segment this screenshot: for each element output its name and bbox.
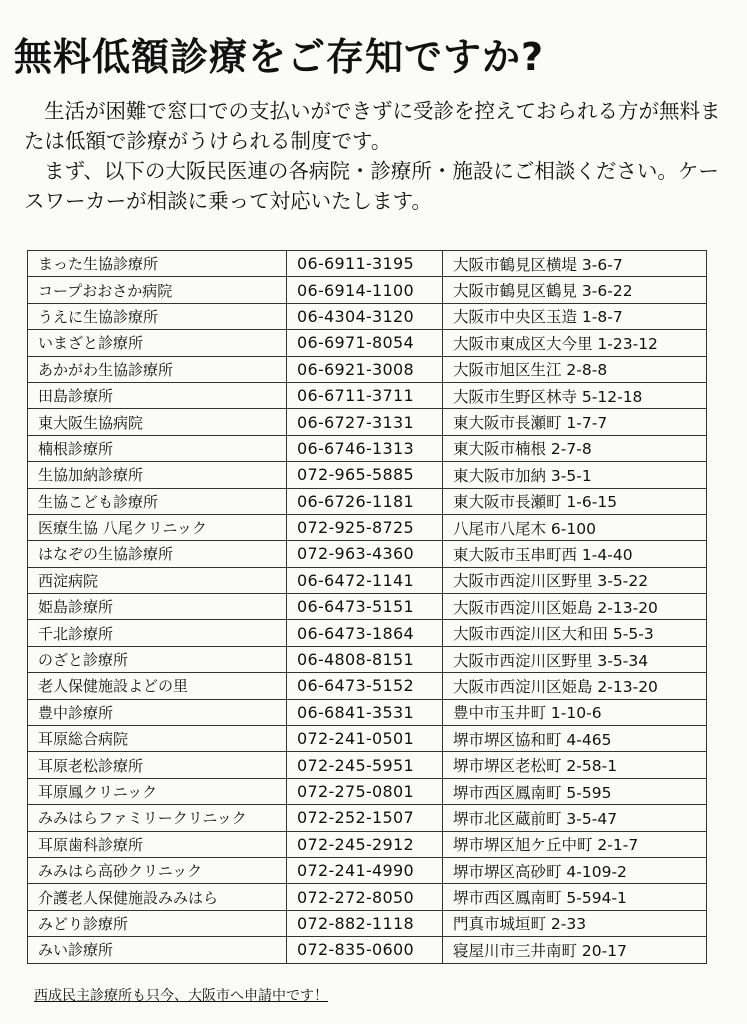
clinic-address-cell: 東大阪市加納 3-5-1 xyxy=(443,462,707,488)
clinic-name-cell: 姫島診療所 xyxy=(28,594,287,620)
clinic-name-cell: まった生協診療所 xyxy=(28,251,287,277)
clinic-address-cell: 堺市堺区老松町 2-58-1 xyxy=(443,752,707,778)
clinic-phone-cell: 06-6921-3008 xyxy=(287,356,443,382)
clinic-address-cell: 大阪市鶴見区横堤 3-6-7 xyxy=(443,251,707,277)
clinic-address-cell: 東大阪市長瀬町 1-7-7 xyxy=(443,409,707,435)
clinic-name-cell: 耳原歯科診療所 xyxy=(28,831,287,857)
clinic-address-cell: 大阪市旭区生江 2-8-8 xyxy=(443,356,707,382)
table-row xyxy=(28,726,707,752)
clinic-address-cell: 大阪市西淀川区野里 3-5-34 xyxy=(443,646,707,672)
table-row xyxy=(28,673,707,699)
clinic-name-cell: 介護老人保健施設みみはら xyxy=(28,884,287,910)
clinic-address-cell: 堺市堺区協和町 4-465 xyxy=(443,726,707,752)
clinic-phone-cell: 06-6726-1181 xyxy=(287,488,443,514)
clinic-address-cell: 東大阪市玉串町西 1-4-40 xyxy=(443,541,707,567)
table-row xyxy=(28,831,707,857)
table-row xyxy=(28,488,707,514)
table-row xyxy=(28,620,707,646)
clinic-address-cell: 門真市城垣町 2-33 xyxy=(443,910,707,936)
clinic-phone-cell: 072-252-1507 xyxy=(287,805,443,831)
clinic-phone-cell: 06-6473-5151 xyxy=(287,594,443,620)
clinic-name-cell: 耳原総合病院 xyxy=(28,726,287,752)
clinic-name-cell: みみはらファミリークリニック xyxy=(28,805,287,831)
table-row xyxy=(28,514,707,540)
table-row xyxy=(28,303,707,329)
clinic-table xyxy=(27,250,707,964)
clinic-address-cell: 大阪市生野区林寺 5-12-18 xyxy=(443,382,707,408)
table-row xyxy=(28,382,707,408)
table-row xyxy=(28,778,707,804)
clinic-phone-cell: 06-6914-1100 xyxy=(287,277,443,303)
table-row xyxy=(28,409,707,435)
clinic-phone-cell: 06-6473-1864 xyxy=(287,620,443,646)
clinic-address-cell: 堺市北区蔵前町 3-5-47 xyxy=(443,805,707,831)
table-row xyxy=(28,567,707,593)
clinic-name-cell: 耳原老松診療所 xyxy=(28,752,287,778)
clinic-address-cell: 大阪市鶴見区鶴見 3-6-22 xyxy=(443,277,707,303)
clinic-phone-cell: 072-835-0600 xyxy=(287,937,443,963)
clinic-name-cell: 生協加納診療所 xyxy=(28,462,287,488)
clinic-phone-cell: 06-6473-5152 xyxy=(287,673,443,699)
clinic-name-cell: 西淀病院 xyxy=(28,567,287,593)
table-row xyxy=(28,277,707,303)
clinic-name-cell: 耳原鳳クリニック xyxy=(28,778,287,804)
clinic-address-cell: 大阪市中央区玉造 1-8-7 xyxy=(443,303,707,329)
clinic-address-cell: 豊中市玉井町 1-10-6 xyxy=(443,699,707,725)
clinic-address-cell: 大阪市西淀川区姫島 2-13-20 xyxy=(443,594,707,620)
intro-paragraph-2: まず、以下の大阪民医連の各病院・診療所・施設にご相談ください。ケースワーカーが相談に乗って対応いたします。 xyxy=(24,159,719,213)
clinic-address-cell: 大阪市西淀川区大和田 5-5-3 xyxy=(443,620,707,646)
clinic-address-cell: 東大阪市長瀬町 1-6-15 xyxy=(443,488,707,514)
table-row xyxy=(28,884,707,910)
clinic-address-cell: 堺市堺区旭ケ丘中町 2-1-7 xyxy=(443,831,707,857)
clinic-phone-cell: 06-4304-3120 xyxy=(287,303,443,329)
clinic-name-cell: はなぞの生協診療所 xyxy=(28,541,287,567)
clinic-phone-cell: 06-6841-3531 xyxy=(287,699,443,725)
clinic-phone-cell: 06-6971-8054 xyxy=(287,330,443,356)
table-row xyxy=(28,594,707,620)
clinic-address-cell: 大阪市西淀川区野里 3-5-22 xyxy=(443,567,707,593)
table-row xyxy=(28,330,707,356)
clinic-phone-cell: 06-6472-1141 xyxy=(287,567,443,593)
clinic-phone-cell: 072-963-4360 xyxy=(287,541,443,567)
clinic-phone-cell: 072-272-8050 xyxy=(287,884,443,910)
clinic-phone-cell: 072-275-0801 xyxy=(287,778,443,804)
table-row xyxy=(28,699,707,725)
clinic-name-cell: コープおおさか病院 xyxy=(28,277,287,303)
clinic-name-cell: 豊中診療所 xyxy=(28,699,287,725)
table-row xyxy=(28,805,707,831)
clinic-name-cell: 楠根診療所 xyxy=(28,435,287,461)
clinic-address-cell: 寝屋川市三井南町 20-17 xyxy=(443,937,707,963)
clinic-address-cell: 東大阪市楠根 2-7-8 xyxy=(443,435,707,461)
clinic-name-cell: 医療生協 八尾クリニック xyxy=(28,514,287,540)
clinic-phone-cell: 072-925-8725 xyxy=(287,514,443,540)
clinic-name-cell: のざと診療所 xyxy=(28,646,287,672)
intro-text xyxy=(24,96,729,216)
clinic-phone-cell: 072-882-1118 xyxy=(287,910,443,936)
clinic-name-cell: 老人保健施設よどの里 xyxy=(28,673,287,699)
clinic-phone-cell: 072-241-0501 xyxy=(287,726,443,752)
table-row xyxy=(28,251,707,277)
clinic-name-cell: みい診療所 xyxy=(28,937,287,963)
clinic-name-cell: みどり診療所 xyxy=(28,910,287,936)
clinic-address-cell: 八尾市八尾木 6-100 xyxy=(443,514,707,540)
clinic-name-cell: 生協こども診療所 xyxy=(28,488,287,514)
clinic-phone-cell: 06-4808-8151 xyxy=(287,646,443,672)
table-row xyxy=(28,752,707,778)
clinic-name-cell: うえに生協診療所 xyxy=(28,303,287,329)
clinic-name-cell: みみはら高砂クリニック xyxy=(28,857,287,883)
clinic-address-cell: 堺市堺区高砂町 4-109-2 xyxy=(443,857,707,883)
clinic-name-cell: いまざと診療所 xyxy=(28,330,287,356)
table-row xyxy=(28,857,707,883)
clinic-table-body xyxy=(28,251,707,964)
clinic-address-cell: 大阪市西淀川区姫島 2-13-20 xyxy=(443,673,707,699)
intro-paragraph-1: 生活が困難で窓口での支払いができずに受診を控えておられる方が無料または低額で診療がうけられる制度です。 xyxy=(24,99,721,153)
table-row xyxy=(28,462,707,488)
clinic-phone-cell: 06-6746-1313 xyxy=(287,435,443,461)
clinic-name-cell: 千北診療所 xyxy=(28,620,287,646)
table-row xyxy=(28,541,707,567)
clinic-phone-cell: 072-241-4990 xyxy=(287,857,443,883)
clinic-address-cell: 堺市西区鳳南町 5-595 xyxy=(443,778,707,804)
table-row xyxy=(28,435,707,461)
clinic-phone-cell: 072-245-5951 xyxy=(287,752,443,778)
clinic-name-cell: 東大阪生協病院 xyxy=(28,409,287,435)
table-row xyxy=(28,356,707,382)
clinic-name-cell: あかがわ生協診療所 xyxy=(28,356,287,382)
clinic-phone-cell: 072-965-5885 xyxy=(287,462,443,488)
clinic-phone-cell: 072-245-2912 xyxy=(287,831,443,857)
clinic-address-cell: 大阪市東成区大今里 1-23-12 xyxy=(443,330,707,356)
page-title: 無料低額診療をご存知ですか? xyxy=(14,35,545,79)
clinic-phone-cell: 06-6711-3711 xyxy=(287,382,443,408)
clinic-name-cell: 田島診療所 xyxy=(28,382,287,408)
clinic-phone-cell: 06-6727-3131 xyxy=(287,409,443,435)
clinic-phone-cell: 06-6911-3195 xyxy=(287,251,443,277)
table-row xyxy=(28,910,707,936)
clinic-address-cell: 堺市西区鳳南町 5-594-1 xyxy=(443,884,707,910)
table-row xyxy=(28,646,707,672)
table-row xyxy=(28,937,707,963)
footnote: 西成民主診療所も只今、大阪市へ申請中です！ xyxy=(34,988,328,1004)
